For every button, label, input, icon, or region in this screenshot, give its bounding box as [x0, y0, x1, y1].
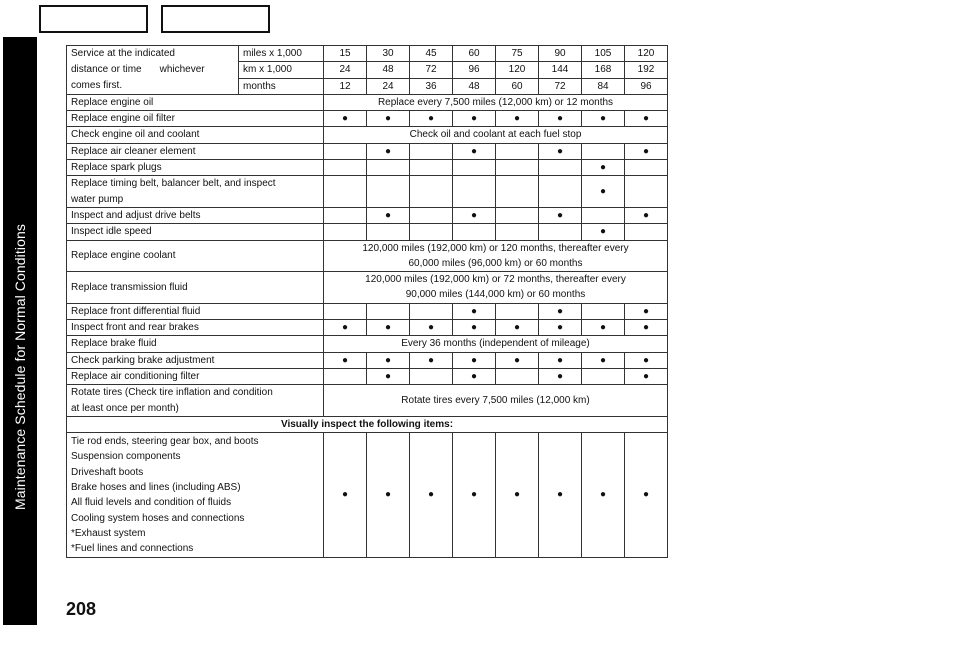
nav-tab-box-left	[39, 5, 148, 33]
header-row	[67, 78, 668, 94]
header-row	[67, 62, 668, 78]
interval-value: 72	[539, 78, 582, 94]
empty-cell	[582, 143, 625, 159]
service-dot-icon: ●	[556, 209, 564, 221]
item-text-line: Replace front differential fluid	[71, 305, 201, 317]
empty-cell	[625, 224, 668, 240]
service-dot-icon: ●	[513, 354, 521, 366]
service-dot-icon: ●	[384, 145, 392, 157]
service-dot-icon: ●	[642, 145, 650, 157]
unit-label: miles x 1,000	[239, 46, 324, 62]
item-text-line: Check engine oil and coolant	[71, 129, 200, 141]
maintenance-item	[67, 127, 324, 143]
interval-note	[324, 127, 668, 143]
visual-inspect-item: All fluid levels and condition of fluids	[71, 497, 232, 509]
empty-cell	[367, 160, 410, 176]
interval-note	[324, 240, 668, 272]
empty-cell	[410, 368, 453, 384]
maintenance-item	[67, 320, 324, 336]
service-dot-icon: ●	[470, 305, 478, 317]
service-dot-cell	[453, 352, 496, 368]
interval-value: 90	[539, 46, 582, 62]
empty-cell	[582, 207, 625, 223]
note-text-line: 120,000 miles (192,000 km) or 72 months, thereafter every	[365, 274, 626, 286]
empty-cell	[410, 143, 453, 159]
interval-value: 15	[324, 46, 367, 62]
service-dot-icon: ●	[556, 354, 564, 366]
item-text-line: Check parking brake adjustment	[71, 354, 215, 366]
service-dot-cell	[367, 368, 410, 384]
empty-cell	[453, 160, 496, 176]
table-row	[67, 127, 668, 143]
interval-value: 45	[410, 46, 453, 62]
table-row	[67, 240, 668, 272]
service-dot-cell	[539, 320, 582, 336]
interval-value: 75	[496, 46, 539, 62]
interval-value: 36	[410, 78, 453, 94]
table-row	[67, 143, 668, 159]
service-dot-cell	[324, 111, 367, 127]
item-text-line: Replace timing belt, balancer belt, and inspect	[71, 178, 276, 190]
empty-cell	[625, 176, 668, 208]
maintenance-item	[67, 352, 324, 368]
visual-inspect-row	[67, 433, 668, 557]
service-dot-cell	[539, 352, 582, 368]
service-dot-icon: ●	[384, 322, 392, 334]
service-dot-icon: ●	[599, 186, 607, 198]
interval-note	[324, 385, 668, 417]
service-dot-cell	[367, 111, 410, 127]
empty-cell	[324, 143, 367, 159]
visual-inspect-item: Tie rod ends, steering gear box, and boots	[71, 436, 259, 448]
note-text-line: 60,000 miles (96,000 km) or 60 months	[408, 257, 583, 269]
service-dot-cell	[539, 433, 582, 557]
service-dot-icon: ●	[384, 370, 392, 382]
interval-note	[324, 94, 668, 110]
empty-cell	[324, 160, 367, 176]
maintenance-item	[67, 111, 324, 127]
service-dot-cell	[367, 207, 410, 223]
unit-label: km x 1,000	[239, 62, 324, 78]
service-dot-icon: ●	[556, 113, 564, 125]
empty-cell	[582, 303, 625, 319]
service-dot-icon: ●	[470, 370, 478, 382]
note-text-line: Rotate tires every 7,500 miles (12,000 km)	[401, 394, 590, 406]
service-dot-icon: ●	[384, 209, 392, 221]
service-dot-cell	[625, 207, 668, 223]
item-text-line: water pump	[71, 193, 124, 205]
service-dot-cell	[625, 320, 668, 336]
maintenance-item	[67, 272, 324, 304]
service-dot-cell	[410, 433, 453, 557]
item-text-line: Replace air conditioning filter	[71, 370, 200, 382]
service-dot-cell	[367, 143, 410, 159]
item-text-line: Inspect and adjust drive belts	[71, 209, 201, 221]
empty-cell	[625, 160, 668, 176]
unit-label: months	[239, 78, 324, 94]
maintenance-item	[67, 224, 324, 240]
interval-value: 120	[625, 46, 668, 62]
page-number: 208	[66, 599, 97, 619]
note-text-line: Check oil and coolant at each fuel stop	[409, 129, 582, 141]
empty-cell	[496, 160, 539, 176]
service-dot-cell	[539, 143, 582, 159]
service-dot-icon: ●	[642, 489, 650, 501]
service-dot-icon: ●	[427, 113, 435, 125]
service-dot-cell	[453, 143, 496, 159]
service-text-line: comes first.	[71, 80, 123, 92]
empty-cell	[539, 160, 582, 176]
maintenance-item	[67, 207, 324, 223]
service-dot-icon: ●	[341, 113, 349, 125]
service-dot-cell	[496, 320, 539, 336]
empty-cell	[496, 224, 539, 240]
service-text-line: distance or time	[71, 64, 142, 76]
service-dot-cell	[582, 433, 625, 557]
service-dot-icon: ●	[556, 370, 564, 382]
service-interval-label	[67, 62, 239, 78]
empty-cell	[410, 160, 453, 176]
table-row	[67, 111, 668, 127]
empty-cell	[410, 303, 453, 319]
service-dot-cell	[453, 433, 496, 557]
service-dot-icon: ●	[556, 489, 564, 501]
empty-cell	[496, 368, 539, 384]
service-dot-cell	[496, 352, 539, 368]
interval-value: 192	[625, 62, 668, 78]
service-dot-icon: ●	[599, 322, 607, 334]
table-row	[67, 385, 668, 417]
maintenance-item	[67, 385, 324, 417]
service-dot-cell	[582, 176, 625, 208]
service-dot-cell	[539, 111, 582, 127]
interval-value: 144	[539, 62, 582, 78]
note-text-line: Every 36 months (independent of mileage)	[401, 338, 590, 350]
service-dot-cell	[367, 352, 410, 368]
service-dot-icon: ●	[470, 354, 478, 366]
service-dot-cell	[625, 111, 668, 127]
service-dot-cell	[582, 320, 625, 336]
empty-cell	[496, 176, 539, 208]
service-dot-cell	[625, 143, 668, 159]
empty-cell	[324, 207, 367, 223]
service-dot-icon: ●	[427, 354, 435, 366]
service-dot-cell	[539, 207, 582, 223]
service-dot-cell	[453, 320, 496, 336]
interval-value: 96	[453, 62, 496, 78]
note-text-line: Replace every 7,500 miles (12,000 km) or 12 months	[377, 96, 614, 108]
service-dot-cell	[539, 303, 582, 319]
note-text-line: 90,000 miles (144,000 km) or 60 months	[405, 289, 586, 301]
item-text-line: Rotate tires (Check tire inflation and condition	[71, 387, 273, 399]
table-row	[67, 368, 668, 384]
interval-value: 24	[324, 62, 367, 78]
maintenance-item	[67, 240, 324, 272]
visual-inspect-item: Suspension components	[71, 451, 181, 463]
service-dot-icon: ●	[427, 322, 435, 334]
service-dot-icon: ●	[384, 489, 392, 501]
maintenance-item	[67, 368, 324, 384]
service-dot-icon: ●	[642, 370, 650, 382]
service-dot-cell	[625, 368, 668, 384]
service-dot-icon: ●	[642, 322, 650, 334]
service-dot-icon: ●	[642, 209, 650, 221]
service-dot-icon: ●	[556, 322, 564, 334]
item-text-line: Inspect idle speed	[71, 226, 152, 238]
visual-inspect-list	[67, 433, 324, 557]
maintenance-item	[67, 176, 324, 208]
service-dot-icon: ●	[470, 209, 478, 221]
service-dot-cell	[324, 320, 367, 336]
service-dot-icon: ●	[599, 226, 607, 238]
service-dot-icon: ●	[384, 354, 392, 366]
interval-value: 60	[453, 46, 496, 62]
interval-value: 30	[367, 46, 410, 62]
service-dot-icon: ●	[341, 354, 349, 366]
empty-cell	[453, 176, 496, 208]
item-text-line: Replace transmission fluid	[71, 281, 188, 293]
empty-cell	[582, 368, 625, 384]
service-interval-label	[67, 46, 239, 62]
service-dot-icon: ●	[642, 305, 650, 317]
service-dot-icon: ●	[513, 322, 521, 334]
empty-cell	[367, 176, 410, 208]
service-dot-icon: ●	[599, 354, 607, 366]
service-dot-cell	[625, 433, 668, 557]
service-dot-cell	[410, 320, 453, 336]
service-dot-cell	[582, 224, 625, 240]
interval-value: 84	[582, 78, 625, 94]
empty-cell	[367, 224, 410, 240]
maintenance-item	[67, 160, 324, 176]
maintenance-item	[67, 303, 324, 319]
empty-cell	[410, 224, 453, 240]
empty-cell	[324, 224, 367, 240]
service-dot-cell	[496, 111, 539, 127]
header-row	[67, 46, 668, 62]
service-dot-cell	[324, 433, 367, 557]
interval-value: 168	[582, 62, 625, 78]
interval-value: 105	[582, 46, 625, 62]
service-dot-icon: ●	[599, 113, 607, 125]
empty-cell	[496, 303, 539, 319]
service-dot-cell	[582, 111, 625, 127]
item-text-line: Replace engine oil	[71, 96, 154, 108]
service-dot-cell	[625, 352, 668, 368]
interval-value: 96	[625, 78, 668, 94]
interval-note	[324, 272, 668, 304]
empty-cell	[496, 143, 539, 159]
interval-value: 60	[496, 78, 539, 94]
table-row	[67, 207, 668, 223]
table-row	[67, 320, 668, 336]
table-row	[67, 94, 668, 110]
table-row	[67, 160, 668, 176]
note-text-line: 120,000 miles (192,000 km) or 120 months, thereafter every	[362, 242, 629, 254]
service-dot-cell	[539, 368, 582, 384]
service-dot-cell	[582, 160, 625, 176]
service-dot-icon: ●	[470, 322, 478, 334]
table-row	[67, 303, 668, 319]
service-dot-cell	[453, 368, 496, 384]
service-dot-icon: ●	[384, 113, 392, 125]
service-dot-cell	[582, 352, 625, 368]
table-row	[67, 336, 668, 352]
service-dot-icon: ●	[341, 322, 349, 334]
section-side-bar	[3, 37, 37, 625]
visual-inspect-item: *Exhaust system	[71, 527, 146, 539]
empty-cell	[496, 207, 539, 223]
service-dot-icon: ●	[513, 489, 521, 501]
visual-inspect-item: *Fuel lines and connections	[71, 543, 194, 555]
service-dot-icon: ●	[470, 113, 478, 125]
item-text-line: Replace brake fluid	[71, 338, 157, 350]
service-interval-label	[67, 78, 239, 94]
service-dot-icon: ●	[341, 489, 349, 501]
interval-note	[324, 336, 668, 352]
service-dot-icon: ●	[642, 354, 650, 366]
empty-cell	[367, 303, 410, 319]
interval-value: 12	[324, 78, 367, 94]
service-dot-cell	[496, 433, 539, 557]
service-dot-cell	[453, 303, 496, 319]
visual-inspect-heading-row	[67, 416, 668, 432]
service-dot-cell	[410, 111, 453, 127]
visual-inspect-item: Cooling system hoses and connections	[71, 512, 245, 524]
empty-cell	[539, 224, 582, 240]
interval-value: 48	[367, 62, 410, 78]
table-row	[67, 176, 668, 208]
service-dot-icon: ●	[642, 113, 650, 125]
item-text-line: Replace air cleaner element	[71, 145, 196, 157]
empty-cell	[324, 368, 367, 384]
empty-cell	[410, 207, 453, 223]
whichever-text: whichever	[159, 64, 205, 76]
service-dot-icon: ●	[556, 145, 564, 157]
service-dot-cell	[367, 320, 410, 336]
service-dot-icon: ●	[599, 162, 607, 174]
empty-cell	[410, 176, 453, 208]
service-dot-cell	[625, 303, 668, 319]
visual-inspect-item: Driveshaft boots	[71, 466, 144, 478]
empty-cell	[324, 176, 367, 208]
maintenance-item	[67, 94, 324, 110]
item-text-line: Replace engine oil filter	[71, 113, 175, 125]
maintenance-item	[67, 143, 324, 159]
service-dot-icon: ●	[513, 113, 521, 125]
interval-value: 72	[410, 62, 453, 78]
empty-cell	[453, 224, 496, 240]
nav-tab-box-right	[161, 5, 270, 33]
service-dot-icon: ●	[470, 145, 478, 157]
item-text-line: Inspect front and rear brakes	[71, 322, 199, 334]
visual-inspect-item: Brake hoses and lines (including ABS)	[71, 482, 241, 494]
interval-value: 24	[367, 78, 410, 94]
visual-inspect-heading: Visually inspect the following items:	[67, 416, 668, 432]
service-dot-icon: ●	[470, 489, 478, 501]
empty-cell	[324, 303, 367, 319]
table-row	[67, 352, 668, 368]
service-dot-icon: ●	[599, 489, 607, 501]
table-row	[67, 224, 668, 240]
service-dot-cell	[453, 207, 496, 223]
table-row	[67, 272, 668, 304]
maintenance-schedule-table	[66, 45, 668, 558]
service-dot-cell	[410, 352, 453, 368]
service-dot-cell	[324, 352, 367, 368]
section-title-vertical: Maintenance Schedule for Normal Conditions	[12, 224, 28, 510]
interval-value: 48	[453, 78, 496, 94]
service-dot-icon: ●	[556, 305, 564, 317]
service-dot-cell	[453, 111, 496, 127]
item-text-line: Replace engine coolant	[71, 250, 176, 262]
maintenance-item	[67, 336, 324, 352]
service-dot-icon: ●	[427, 489, 435, 501]
item-text-line: at least once per month)	[71, 402, 179, 414]
service-dot-cell	[367, 433, 410, 557]
empty-cell	[539, 176, 582, 208]
interval-value: 120	[496, 62, 539, 78]
item-text-line: Replace spark plugs	[71, 162, 162, 174]
service-text-line: Service at the indicated	[71, 48, 175, 60]
